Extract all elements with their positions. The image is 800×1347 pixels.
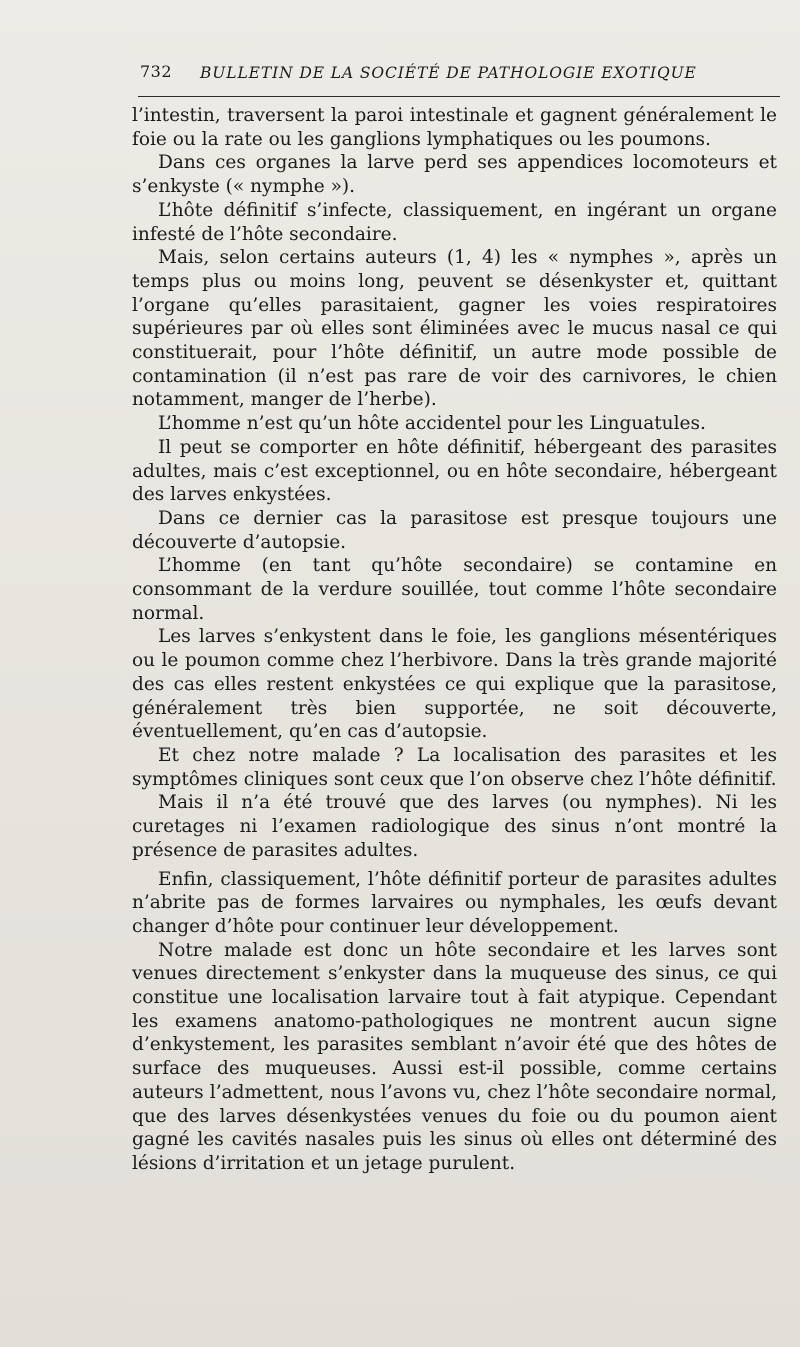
paragraph: Mais il n’a été trouvé que des larves (ou nymphes). Ni les curetages ni l’examen radiologique des sinus n’ont montré la présence de parasites adultes. — [132, 792, 777, 861]
paragraph: Dans ce dernier cas la parasitose est presque toujours une découverte d’autopsie. — [132, 507, 777, 553]
paragraph: Les larves s’enkystent dans le foie, les ganglions mésentériques ou le poumon comme chez l’herbivore. Dans la très grande majorité des cas elles restent enkystées ce qui explique que la parasitose, généralement très bien supportée, ne soit découverte, éventuellement, qu’en cas d’autopsie. — [132, 626, 777, 743]
paragraph: Notre malade est donc un hôte secondaire et les larves sont venues directement s’enkyster dans la muqueuse des sinus, ce qui constitue une localisation larvaire tout à fait atypique. Cependant les examens anatomo-pathologiques ne montrent aucun signe d’enkystement, les parasites semblant n’avoir été que des hôtes de surface des muqueuses. Aussi est-il possible, comme certains auteurs l’admettent, nous l’avons vu, chez l’hôte secondaire normal, que des larves désenkystées venues du foie ou du poumon aient gagné les cavités nasales puis les sinus où elles ont déterminé des lésions d’irritation et un jetage purulent. — [132, 939, 777, 1174]
running-header — [140, 60, 780, 92]
paragraph: Enfin, classiquement, l’hôte définitif porteur de parasites adultes n’abrite pas de formes larvaires ou nymphales, les œufs devant changer d’hôte pour continuer leur développement. — [132, 868, 777, 937]
paragraph: Dans ces organes la larve perd ses appendices locomoteurs et s’enkyste (« nymphe »). — [132, 152, 777, 198]
paragraph: Il peut se comporter en hôte définitif, hébergeant des parasites adultes, mais c’est exceptionnel, ou en hôte secondaire, hébergeant des larves enkystées. — [132, 436, 777, 506]
paragraph: Et chez notre malade ? La localisation des parasites et les symptômes cliniques sont ceux que l’on observe chez l’hôte définitif. — [132, 744, 777, 790]
paragraph: L’hôte définitif s’infecte, classiquement, en ingérant un organe infesté de l’hôte secondaire. — [132, 199, 777, 245]
article-body — [132, 104, 777, 1176]
paragraph: L’homme n’est qu’un hôte accidentel pour les Linguatules. — [158, 413, 706, 435]
paragraph: Mais, selon certains auteurs (1, 4) les « nymphes », après un temps plus ou moins long, peuvent se désenkyster et, quittant l’organe qu’elles parasitaient, gagner les voies respiratoires supérieures par où elles sont éliminées avec le mucus nasal ce qui constituerait, pour l’hôte définitif, un autre mode possible de contamination (il n’est pas rare de voir des carnivores, le chien notamment, manger de l’herbe). — [132, 247, 777, 411]
paragraph: l’intestin, traversent la paroi intestinale et gagnent généralement le foie ou la rate ou les ganglions lymphatiques ou les poumons. — [132, 105, 777, 150]
page-number: 732 — [140, 62, 173, 81]
header-rule — [138, 96, 780, 97]
paragraph: L’homme (en tant qu’hôte secondaire) se contamine en consommant de la verdure souillée, tout comme l’hôte secondaire normal. — [132, 555, 777, 624]
journal-title: BULLETIN DE LA SOCIÉTÉ DE PATHOLOGIE EXOTIQUE — [200, 64, 697, 82]
